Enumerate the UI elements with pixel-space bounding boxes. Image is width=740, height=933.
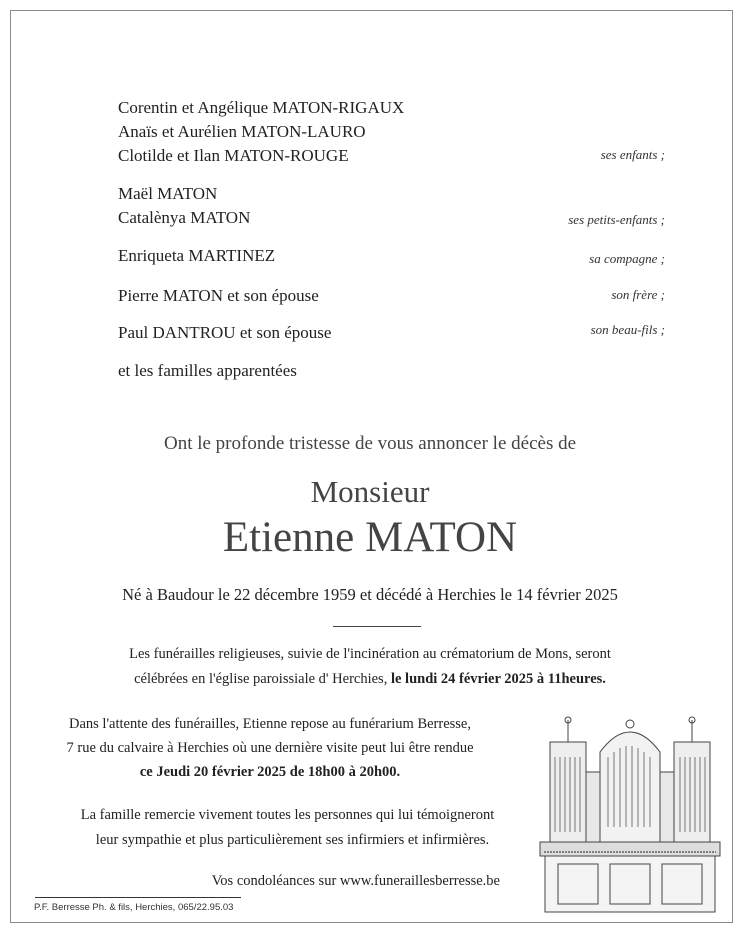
funeral-date: le lundi 24 février 2025 à 11heures. bbox=[390, 671, 606, 687]
family-name: Clotilde et Ilan MATON-ROUGE bbox=[118, 146, 349, 165]
funeral-line-2 bbox=[0, 671, 740, 688]
funeral-line-1: Les funérailles religieuses, suivie de l'incinération au crématorium de Mons, seront bbox=[129, 646, 611, 662]
family-name: Maël MATON bbox=[118, 184, 218, 203]
thanks-line-2: leur sympathie et plus particulièrement ses infirmiers et infirmières. bbox=[95, 832, 490, 848]
condolences-link[interactable]: Vos condoléances sur www.funeraillesberresse.be bbox=[211, 873, 500, 889]
family-relation: sa compagne ; bbox=[589, 251, 665, 266]
footer-text: P.F. Berresse Ph. & fils, Herchies, 065/22.95.03 bbox=[34, 902, 234, 913]
organ-illustration bbox=[530, 712, 730, 920]
family-name: Corentin et Angélique MATON-RIGAUX bbox=[118, 98, 405, 117]
family-relation: ses enfants ; bbox=[600, 147, 665, 162]
family-name: Paul DANTROU et son épouse bbox=[118, 323, 332, 342]
family-name: Anaïs et Aurélien MATON-LAURO bbox=[118, 122, 366, 141]
title: Monsieur bbox=[310, 474, 430, 509]
deceased-name: Etienne MATON bbox=[222, 514, 518, 561]
birth-death: Né à Baudour le 22 décembre 1959 et décédé à Herchies le 14 février 2025 bbox=[122, 585, 618, 604]
family-name: Enriqueta MARTINEZ bbox=[118, 246, 276, 265]
thanks-line-1: La famille remercie vivement toutes les personnes qui lui témoigneront bbox=[80, 807, 495, 823]
family-relation: ses petits-enfants ; bbox=[568, 212, 665, 227]
visit-line-2: 7 rue du calvaire à Herchies où une dernière visite peut lui être rendue bbox=[66, 740, 474, 756]
visit-date: ce Jeudi 20 février 2025 de 18h00 à 20h00. bbox=[139, 764, 401, 780]
separator bbox=[333, 626, 421, 627]
visit-line-1: Dans l'attente des funérailles, Etienne repose au funérarium Berresse, bbox=[68, 716, 471, 732]
funeral-text: célébrées en l'église paroissiale d' Herchies, bbox=[134, 671, 391, 687]
family-name: Pierre MATON et son épouse bbox=[118, 286, 319, 305]
family-name: et les familles apparentées bbox=[118, 361, 297, 380]
family-relation: son beau-fils ; bbox=[590, 322, 665, 337]
announcement: Ont le profonde tristesse de vous annoncer le décès de bbox=[163, 433, 577, 454]
family-relation: son frère ; bbox=[611, 287, 665, 302]
family-name: Catalènya MATON bbox=[118, 208, 251, 227]
footer-rule bbox=[35, 897, 241, 898]
